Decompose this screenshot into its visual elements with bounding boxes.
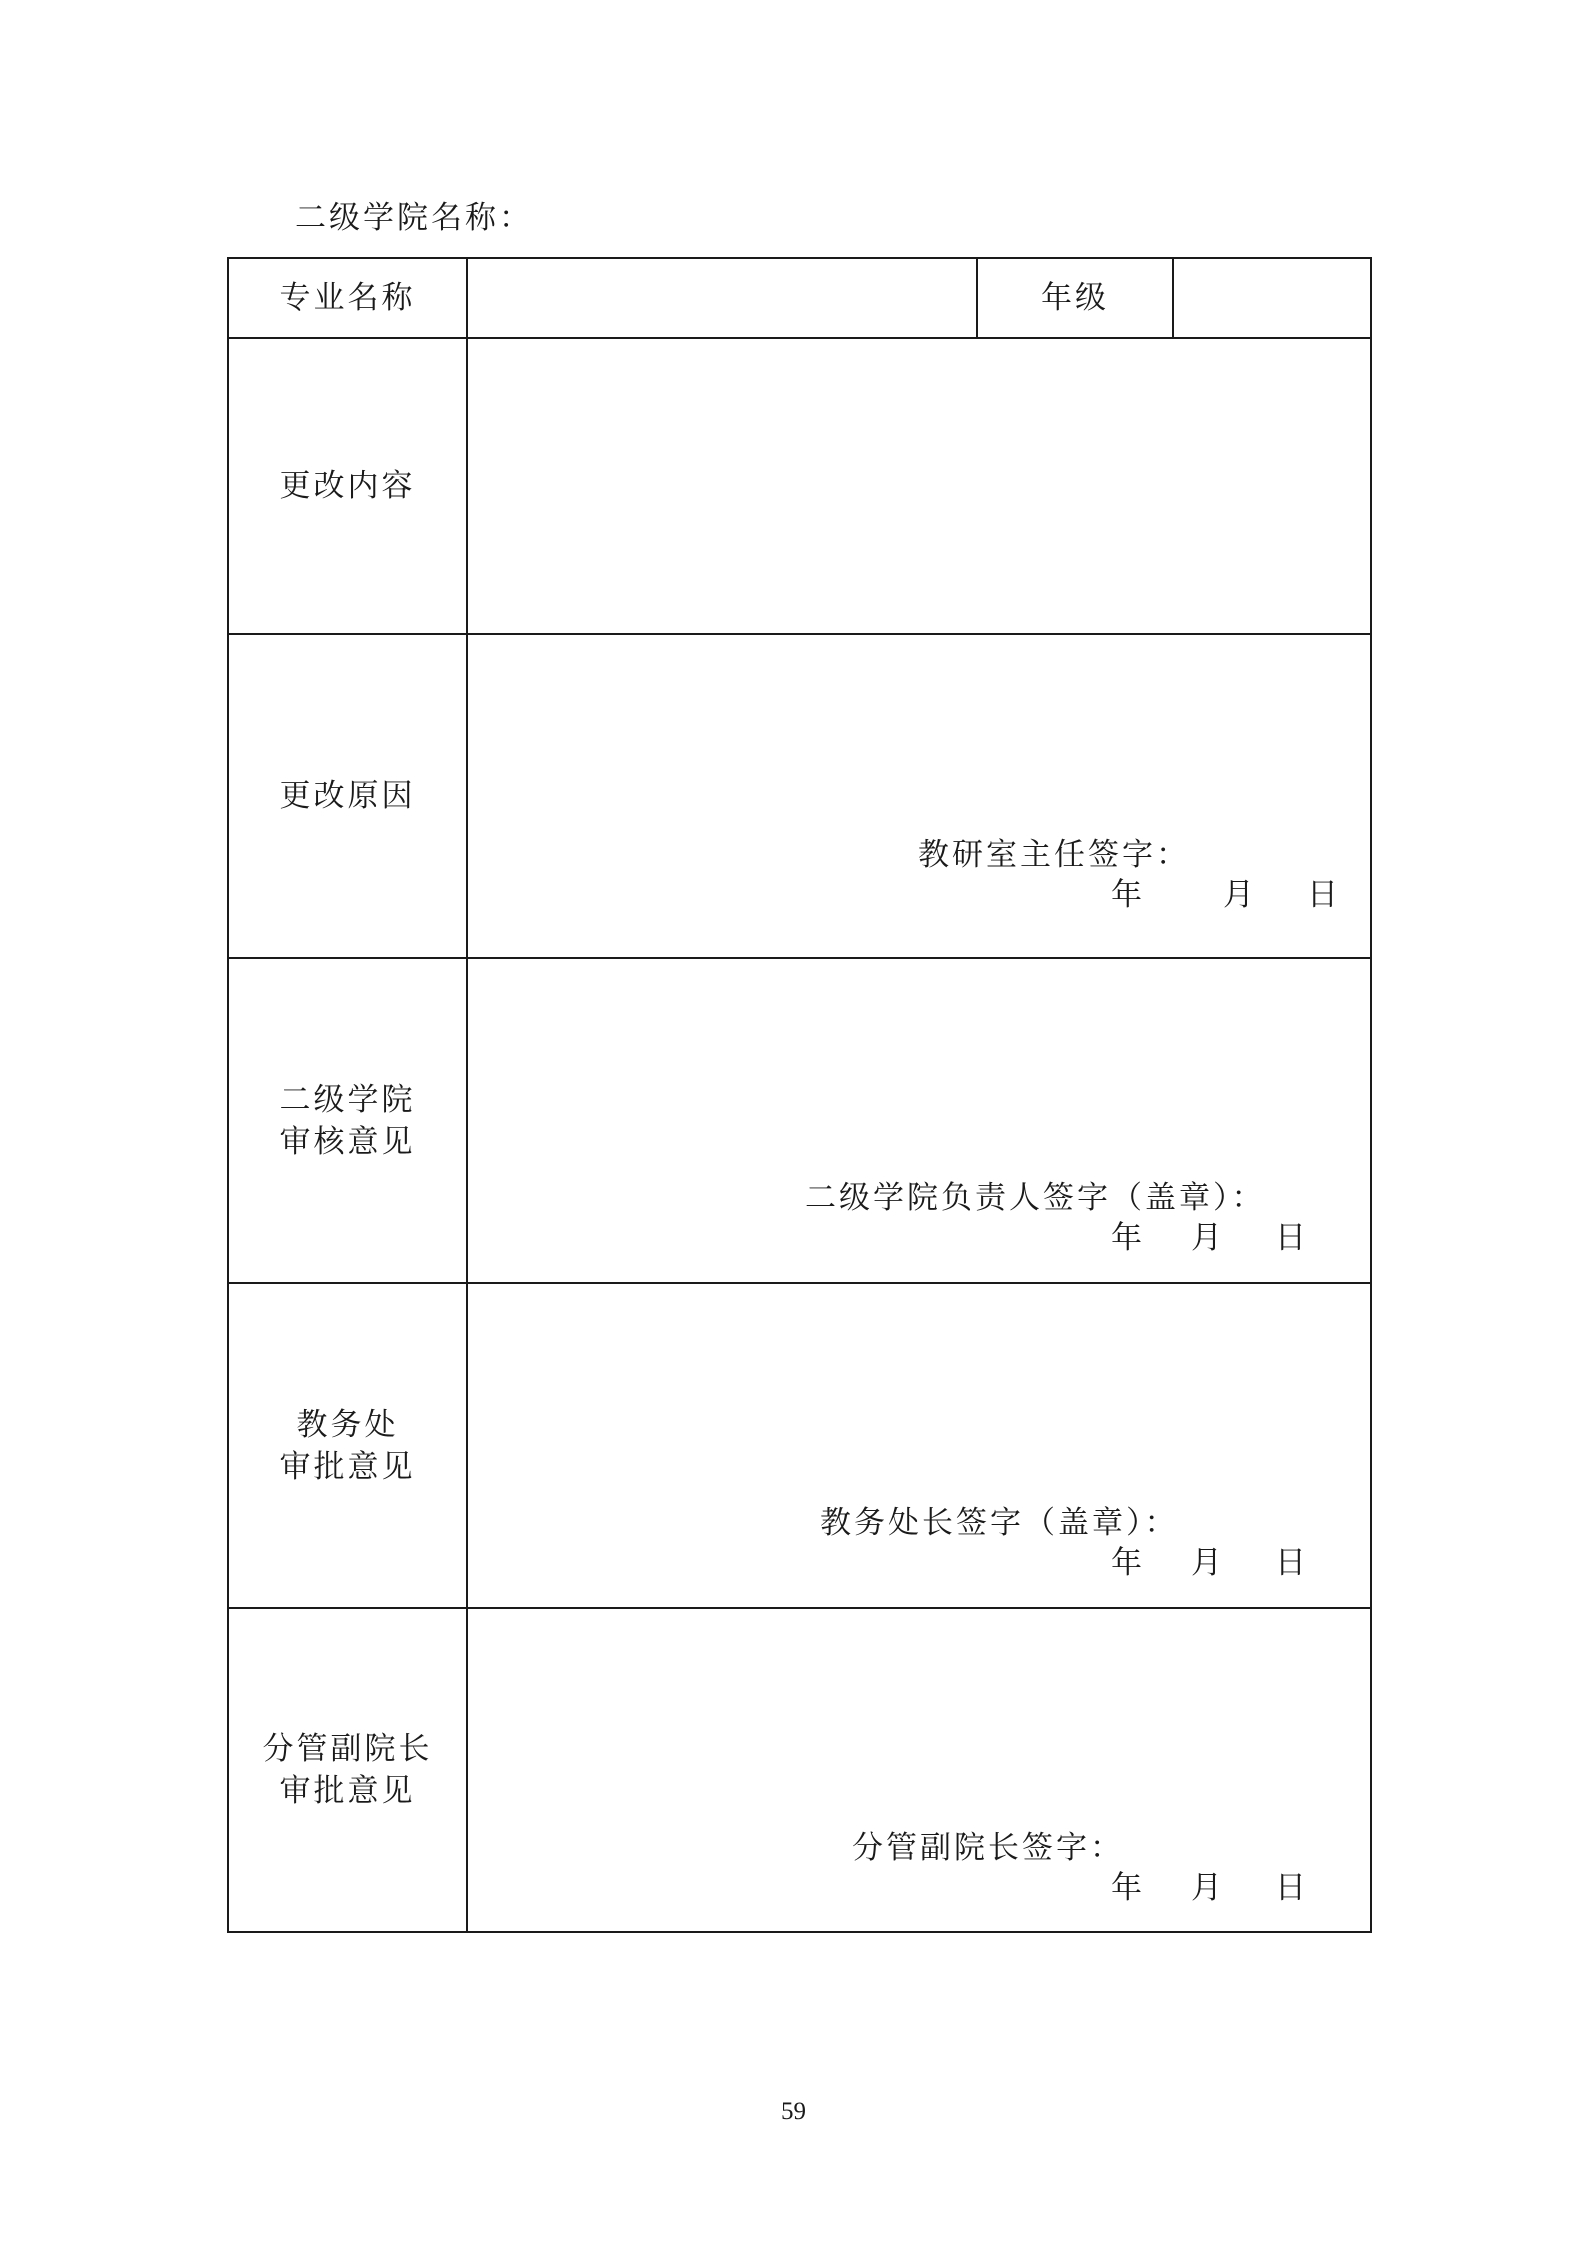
date-day: 日 [1275,1870,1306,1906]
date-month: 月 [1223,877,1254,913]
date-day: 日 [1307,877,1338,913]
vice-president-date [229,1862,1370,1906]
date-day: 日 [1275,1545,1306,1581]
date-year: 年 [1111,1220,1142,1256]
teaching-director-signature-label: 教研室主任签字： [918,837,1190,873]
grade-field[interactable] [1174,259,1370,337]
academic-director-signature-label: 教务处长签字（盖章）： [820,1505,1179,1541]
college-name-label: 二级学院名称： [295,200,533,236]
change-content-field[interactable] [468,339,1370,633]
vice-president-signature-label: 分管副院长签字： [852,1830,1124,1866]
page-number: 59 [781,2098,806,2125]
vice-president-label-line2: 审批意见 [279,1773,416,1809]
change-content-label: 更改内容 [279,468,416,504]
academic-affairs-label-line2: 审批意见 [279,1448,416,1485]
date-year: 年 [1111,1870,1142,1906]
college-date [229,1212,1370,1256]
date-month: 月 [1191,1870,1222,1906]
change-reason-label: 更改原因 [279,778,416,814]
date-year: 年 [1111,877,1142,913]
college-review-label-line2: 审核意见 [279,1123,416,1160]
grade-label: 年级 [1041,280,1109,316]
college-review-label-line1: 二级学院 [279,1081,416,1118]
academic-date [229,1537,1370,1581]
vice-president-label-line1: 分管副院长 [262,1731,433,1767]
college-head-signature-label: 二级学院负责人签字（盖章）： [805,1180,1266,1216]
major-name-label: 专业名称 [279,280,416,316]
date-month: 月 [1191,1545,1222,1581]
date-day: 日 [1275,1220,1306,1256]
reason-date [229,869,1370,913]
change-request-form [227,257,1372,1933]
date-month: 月 [1191,1220,1222,1256]
date-year: 年 [1111,1545,1142,1581]
academic-affairs-label-line1: 教务处 [296,1406,399,1443]
